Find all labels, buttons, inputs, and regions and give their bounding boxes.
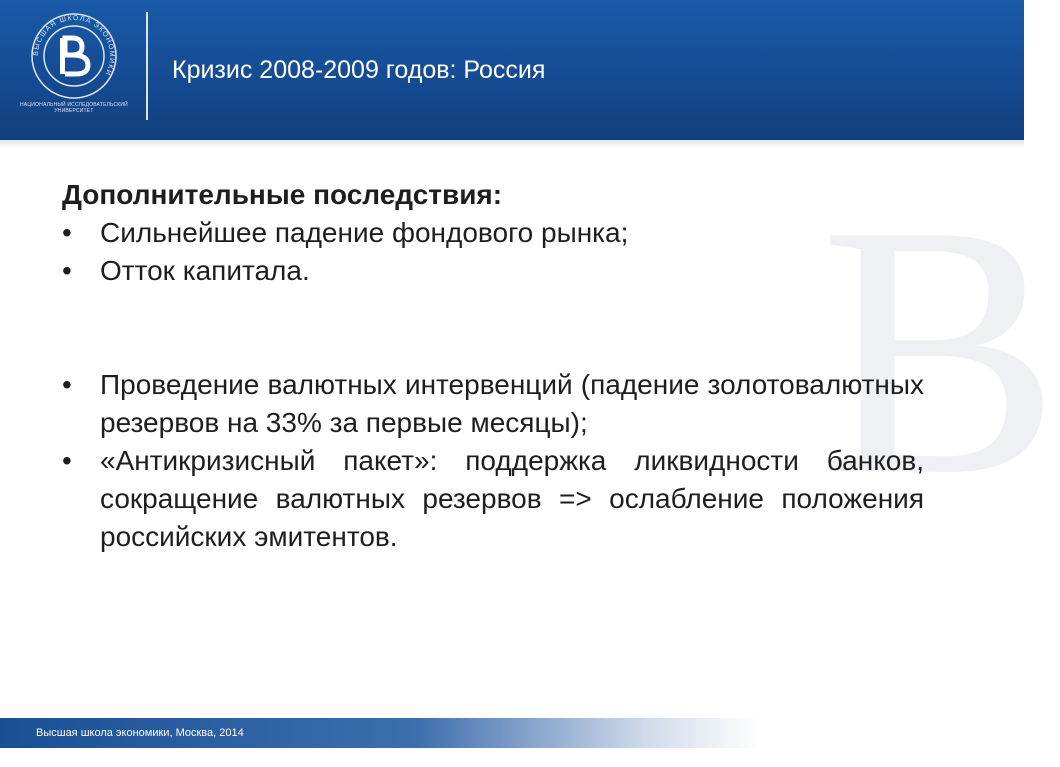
logo-caption-line2: УНИВЕРСИТЕТ (54, 108, 94, 114)
bullet-list-2 (62, 366, 924, 556)
header-bar (0, 0, 1024, 140)
slide-content (62, 176, 924, 556)
slide-title: Кризис 2008-2009 годов: Россия (172, 56, 546, 84)
bullet-list-1 (62, 214, 924, 290)
logo-ring-text: ВЫСШАЯ ШКОЛА ЭКОНОМИКИ (32, 14, 116, 77)
background-watermark: В (820, 150, 1060, 549)
bullet-item: • Сильнейшее падение фондового рынка; (62, 214, 924, 252)
bullet-item: • «Антикризисный пакет»: поддержка ликвидности банков, сокращение валютных резервов => ослабление положения российских эмитентов. (62, 442, 924, 556)
bullet-item: • Отток капитала. (62, 252, 924, 290)
header-divider (146, 12, 148, 120)
logo-caption (14, 102, 134, 114)
logo-emblem-icon (14, 10, 134, 102)
content-subtitle: Дополнительные последствия: (62, 179, 503, 210)
spacer (62, 290, 924, 366)
footer-text: Высшая школа экономики, Москва, 2014 (36, 727, 244, 739)
bullet-item: • Проведение валютных интервенций (падение золотовалютных резервов на 33% за первые месяцы); (62, 366, 924, 442)
university-logo (14, 10, 134, 122)
logo-caption-line1: НАЦИОНАЛЬНЫЙ ИССЛЕДОВАТЕЛЬСКИЙ (20, 102, 128, 108)
header-shadow-stripe (0, 140, 1024, 148)
footer-bar (0, 718, 760, 748)
